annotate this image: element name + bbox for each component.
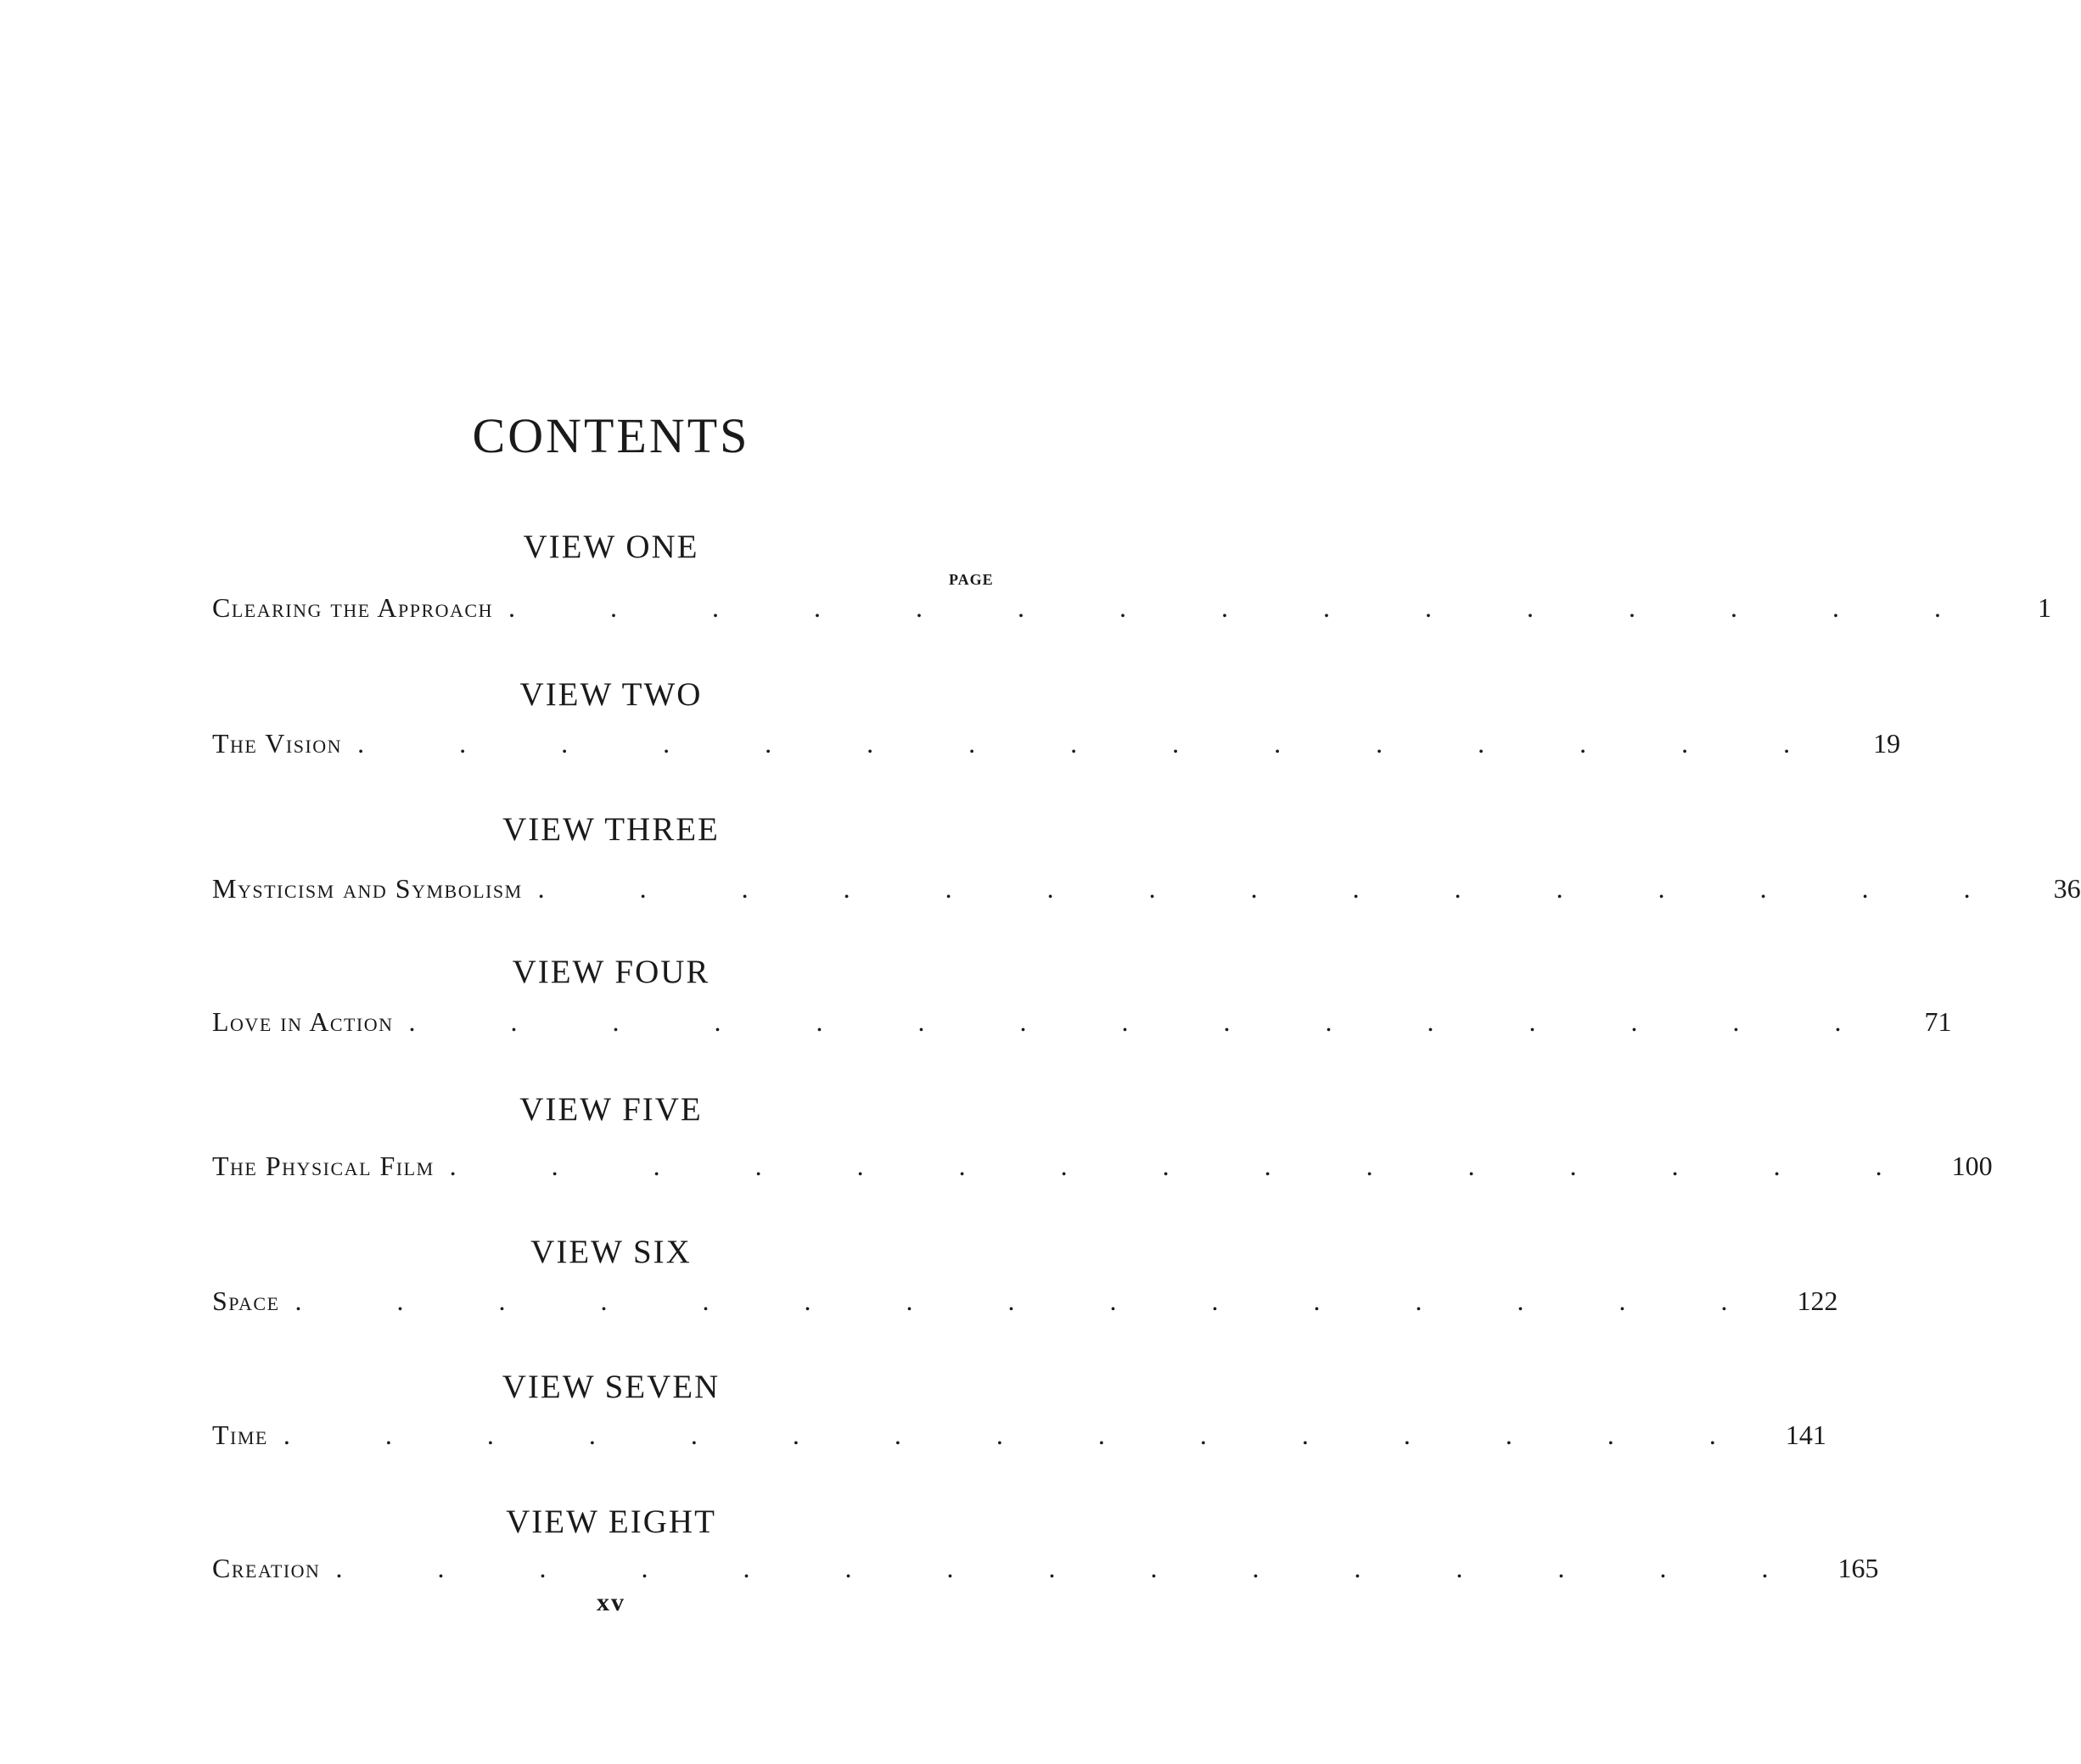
section-heading: VIEW SEVEN <box>502 1369 721 1405</box>
toc-entry-page: 141 <box>1785 1420 1826 1450</box>
toc-entry-page: 165 <box>1837 1553 1879 1583</box>
toc-entry[interactable] <box>212 1151 1993 1190</box>
dot-leader: . . . . . . . . . . . . . . . <box>508 592 1985 623</box>
page-title: CONTENTS <box>472 408 750 463</box>
dot-leader: . . . . . . . . . . . . . . . <box>335 1553 1813 1583</box>
toc-entry-page: 36 <box>2053 873 2081 904</box>
toc-entry-title: Clearing the Approach <box>212 592 493 623</box>
toc-entry[interactable] <box>212 873 2081 912</box>
dot-leader: . . . . . . . . . . . . . . . <box>537 873 2015 904</box>
toc-entry[interactable] <box>212 1553 1879 1592</box>
section-heading: VIEW THREE <box>502 811 720 848</box>
toc-entry-page: 1 <box>2037 592 2051 623</box>
toc-entry-title: The Vision <box>212 728 343 759</box>
section-heading: VIEW ONE <box>523 529 699 565</box>
toc-entry-page: 100 <box>1951 1151 1993 1181</box>
page-column-label: PAGE <box>949 571 994 588</box>
section-heading: VIEW FOUR <box>512 954 710 990</box>
section-heading: VIEW SIX <box>530 1234 692 1270</box>
toc-entry-title: Creation <box>212 1553 321 1583</box>
toc-entry-title: Mysticism and Symbolism <box>212 873 523 904</box>
section-heading: VIEW EIGHT <box>506 1504 716 1540</box>
toc-entry-title: Love in Action <box>212 1006 394 1037</box>
toc-entry-page: 19 <box>1873 728 1901 759</box>
toc-entry[interactable] <box>212 592 2051 631</box>
toc-entry[interactable] <box>212 1420 1826 1459</box>
dot-leader: . . . . . . . . . . . . . . . <box>357 728 1835 759</box>
toc-entry-title: The Physical Film <box>212 1151 435 1181</box>
section-heading: VIEW TWO <box>519 676 703 713</box>
toc-entry[interactable] <box>212 1285 1838 1324</box>
toc-entry-page: 122 <box>1797 1285 1838 1316</box>
dot-leader: . . . . . . . . . . . . . . . <box>294 1285 1772 1316</box>
dot-leader: . . . . . . . . . . . . . . . <box>449 1151 1927 1181</box>
page-number: xv <box>597 1588 625 1616</box>
toc-entry[interactable] <box>212 728 1901 767</box>
dot-leader: . . . . . . . . . . . . . . . <box>283 1420 1760 1450</box>
toc-entry-page: 71 <box>1924 1006 1952 1037</box>
section-heading: VIEW FIVE <box>519 1091 703 1128</box>
toc-entry[interactable] <box>212 1006 1952 1045</box>
toc-entry-title: Time <box>212 1420 268 1450</box>
dot-leader: . . . . . . . . . . . . . . . <box>408 1006 1886 1037</box>
toc-entry-title: Space <box>212 1285 280 1316</box>
